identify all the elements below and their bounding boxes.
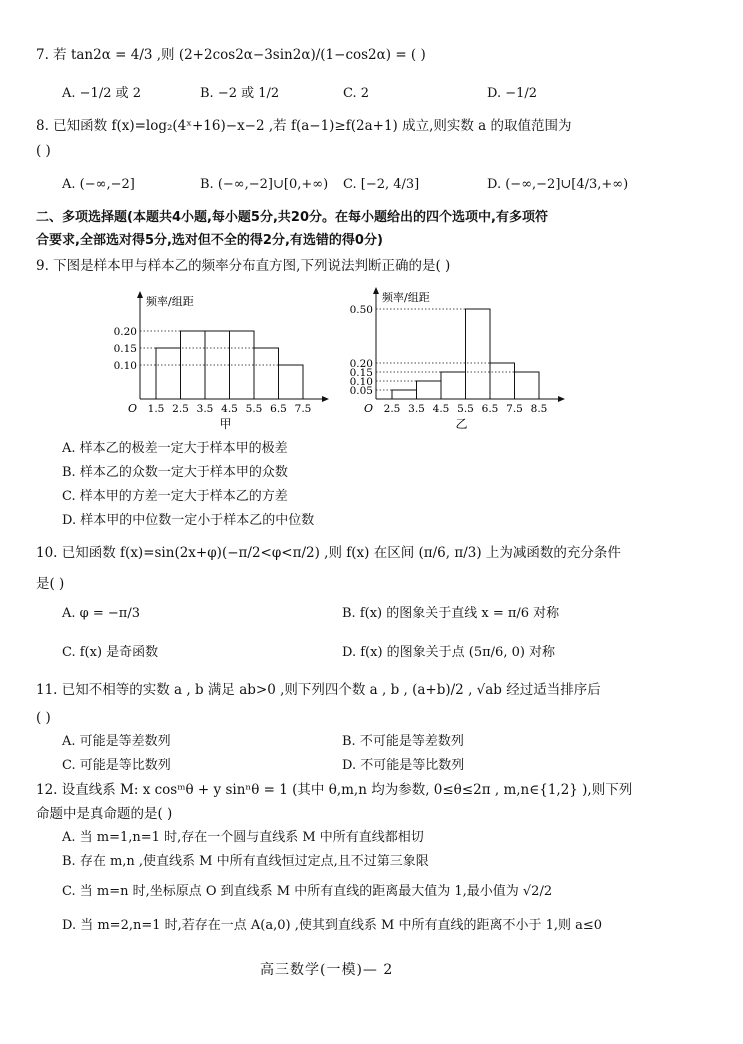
histogram-bar: [254, 348, 279, 399]
x-tick-label: 6.5: [270, 403, 287, 415]
q7-stem: 7. 若 tan2α = 4/3 ,则 (2+2cos2α−3sin2α)/(1−cos2α) = ( ): [36, 47, 426, 63]
x-tick-label: 3.5: [196, 403, 214, 415]
x-tick-label: 7.5: [506, 403, 523, 415]
histogram-bar: [392, 390, 417, 399]
x-tick-label: 8.5: [530, 403, 548, 415]
y-tick-label: 0.05: [349, 385, 373, 397]
y-tick-label: 0.10: [113, 360, 137, 372]
q11-option-d: D. 不可能是等比数列: [342, 758, 465, 773]
q11-option-b: B. 不可能是等差数列: [342, 734, 464, 749]
q10-option-c: C. f(x) 是奇函数: [62, 645, 159, 660]
histogram-bar: [279, 365, 304, 399]
q10-stem-cont: 是( ): [36, 576, 65, 592]
q7-option-c: C. 2: [343, 86, 370, 101]
page-footer: 高三数学(一模)— 2: [260, 962, 394, 978]
y-tick-label: 0.15: [113, 343, 137, 355]
y-tick-label: 0.50: [349, 304, 373, 316]
histogram-bar: [466, 309, 491, 399]
origin-label: O: [128, 402, 138, 415]
q8-option-a: A. (−∞,−2]: [62, 177, 135, 192]
y-axis-label: 频率/组距: [146, 295, 194, 308]
q9-option-c: C. 样本甲的方差一定大于样本乙的方差: [62, 489, 288, 504]
x-tick-label: 1.5: [147, 403, 165, 415]
x-tick-label: 2.5: [172, 403, 189, 415]
y-tick-label: 0.10: [349, 376, 373, 388]
q7-option-d: D. −1/2: [487, 86, 538, 101]
histogram-bar: [417, 381, 442, 399]
x-tick-label: 4.5: [432, 403, 450, 415]
q7-option-b: B. −2 或 1/2: [200, 86, 280, 101]
x-axis-label: 乙: [455, 417, 468, 431]
q11-blank: ( ): [36, 710, 51, 726]
histogram-bar: [156, 348, 181, 399]
q9-stem: 9. 下图是样本甲与样本乙的频率分布直方图,下列说法判断正确的是( ): [36, 258, 451, 274]
y-tick-label: 0.20: [113, 326, 137, 338]
y-tick-label: 0.15: [349, 367, 373, 379]
x-axis-label: 甲: [219, 417, 232, 431]
q10-option-b: B. f(x) 的图象关于直线 x = π/6 对称: [342, 606, 560, 621]
section2-heading-line1: 二、多项选择题(本题共4小题,每小题5分,共20分。在每小题给出的四个选项中,有多项符: [36, 210, 548, 225]
q10-option-a: A. φ = −π/3: [62, 606, 140, 621]
x-tick-label: 6.5: [481, 403, 499, 415]
q11-option-c: C. 可能是等比数列: [62, 758, 171, 773]
q12-option-c: C. 当 m=n 时,坐标原点 O 到直线系 M 中所有直线的距离最大值为 1,最小值为 √2/2: [62, 884, 553, 899]
q9-option-d: D. 样本甲的中位数一定小于样本乙的中位数: [62, 513, 315, 528]
histogram-bar: [441, 372, 466, 399]
q8-option-c: C. [−2, 4/3]: [343, 177, 420, 192]
q7-option-a: A. −1/2 或 2: [62, 86, 142, 101]
q8-blank: ( ): [36, 143, 51, 159]
y-axis-arrow: [137, 291, 143, 298]
q12-stem-cont: 命题中是真命题的是( ): [36, 806, 173, 822]
y-axis-arrow: [373, 287, 379, 294]
x-tick-label: 5.5: [245, 403, 263, 415]
x-tick-label: 4.5: [221, 403, 238, 415]
x-axis-arrow: [322, 396, 329, 402]
q8-stem: 8. 已知函数 f(x)=log₂(4ˣ+16)−x−2 ,若 f(a−1)≥f(2a+1) 成立,则实数 a 的取值范围为: [36, 118, 572, 134]
q8-option-b: B. (−∞,−2]∪[0,+∞): [200, 177, 329, 192]
histogram-jia: [110, 285, 340, 435]
q8-option-d: D. (−∞,−2]∪[4/3,+∞): [487, 177, 629, 192]
x-tick-label: 2.5: [383, 403, 401, 415]
q12-option-d: D. 当 m=2,n=1 时,若存在一点 A(a,0) ,使其到直线系 M 中所有直线的距离不小于 1,则 a≤0: [62, 918, 603, 933]
x-tick-label: 7.5: [294, 403, 312, 415]
q11-option-a: A. 可能是等差数列: [62, 734, 171, 749]
x-axis-arrow: [558, 396, 565, 402]
y-axis-label: 频率/组距: [382, 291, 430, 304]
q9-option-a: A. 样本乙的极差一定大于样本甲的极差: [62, 441, 288, 456]
section2-heading-line2: 合要求,全部选对得5分,选对但不全的得2分,有选错的得0分): [36, 233, 383, 248]
x-tick-label: 3.5: [408, 403, 425, 415]
q12-option-a: A. 当 m=1,n=1 时,存在一个圆与直线系 M 中所有直线都相切: [62, 830, 424, 845]
q12-option-b: B. 存在 m,n ,使直线系 M 中所有直线恒过定点,且不过第三象限: [62, 854, 429, 869]
histogram-bar: [490, 363, 515, 399]
q10-stem: 10. 已知函数 f(x)=sin(2x+φ)(−π/2<φ<π/2) ,则 f(x) 在区间 (π/6, π/3) 上为减函数的充分条件: [36, 545, 621, 561]
q9-option-b: B. 样本乙的众数一定大于样本甲的众数: [62, 465, 288, 480]
origin-label: O: [364, 402, 374, 415]
q10-option-d: D. f(x) 的图象关于点 (5π/6, 0) 对称: [342, 645, 556, 660]
histogram-yi: [340, 283, 580, 433]
q12-stem: 12. 设直线系 M: x cosᵐθ + y sinⁿθ = 1 (其中 θ,m,n 均为参数, 0≤θ≤2π , m,n∈{1,2} ),则下列: [36, 782, 633, 798]
y-tick-label: 0.20: [349, 358, 373, 370]
x-tick-label: 5.5: [457, 403, 474, 415]
q11-stem: 11. 已知不相等的实数 a , b 满足 ab>0 ,则下列四个数 a , b , (a+b)/2 , √ab 经过适当排序后: [36, 682, 601, 698]
histogram-bar: [515, 372, 540, 399]
